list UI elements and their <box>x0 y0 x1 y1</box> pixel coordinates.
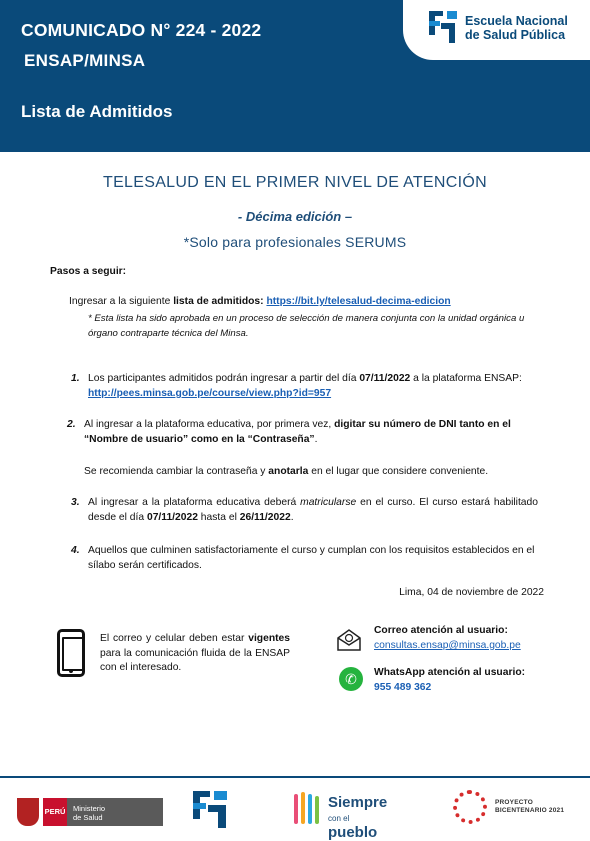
logo-text-line2: de Salud Pública <box>465 28 566 42</box>
siempre-line2a: con el <box>328 814 350 823</box>
step-bold: digitar su número de DNI tanto en el “Nombre de usuario” como en la “Contraseña” <box>84 419 511 445</box>
peru-ministry-box <box>43 798 163 826</box>
document-date: Lima, 04 de noviembre de 2022 <box>399 587 544 598</box>
platform-link[interactable]: http://pees.minsa.gob.pe/course/view.php?id=957 <box>88 388 332 399</box>
step-text: Aquellos que culminen satisfactoriamente el curso y cumplan con los requisitos establecidos en el sílabo serán certificados. <box>88 545 535 571</box>
ministry-line2: de Salud <box>73 813 103 822</box>
step-bold: 26/11/2022 <box>239 512 291 523</box>
mobile-phone-icon <box>57 629 85 677</box>
step-item-3 <box>71 495 538 525</box>
communique-subtitle: ENSAP/MINSA <box>24 51 146 70</box>
peru-label: PERÚ <box>43 798 67 826</box>
bicentenario-text <box>495 799 564 815</box>
ensap-logo <box>403 0 590 60</box>
footer-logos <box>0 778 590 841</box>
email-link[interactable]: consultas.ensap@minsa.gob.pe <box>374 640 521 651</box>
step-item-1 <box>71 371 538 401</box>
contact-text: El correo y celular deben estar <box>100 633 249 644</box>
siempre-text <box>328 796 402 840</box>
contact-notice <box>100 632 290 676</box>
step-number: 4. <box>71 545 80 556</box>
step-text: en el lugar que considere conveniente. <box>308 466 489 477</box>
header-banner <box>0 0 590 152</box>
step-number: 3. <box>71 497 80 508</box>
ensap-logo-text <box>465 14 568 42</box>
bicent-line1: PROYECTO <box>495 799 533 806</box>
step-number: 2. <box>67 419 76 430</box>
contact-text: para la comunicación fluida de la ENSAP con el interesado. <box>100 647 290 673</box>
ensap-footer-logo-icon <box>190 788 230 830</box>
step-text: . <box>314 434 318 445</box>
siempre-line2b: pueblo <box>328 824 378 841</box>
ministry-line1: Ministerio <box>73 804 106 813</box>
step-item-2 <box>67 417 539 447</box>
course-title: TELESALUD EN EL PRIMER NIVEL DE ATENCIÓN <box>103 174 487 191</box>
contact-bold: vigentes <box>248 633 290 644</box>
ensap-logo-icon <box>427 9 459 45</box>
intro-bold: lista de admitidos: <box>173 296 267 307</box>
step-item-4 <box>71 543 538 573</box>
step-italic: matricularse <box>300 497 357 508</box>
approval-note: * Esta lista ha sido aprobada en un proceso de selección de manera conjunta con la unidad orgánica u órgano contraparte técnica del Minsa. <box>88 313 525 339</box>
step-bold: anotarla <box>268 466 309 477</box>
step-text: hasta el <box>197 512 240 523</box>
step-text: Al ingresar a la plataforma educativa deberá <box>88 497 301 508</box>
bicentenario-logo <box>453 790 583 826</box>
admitted-list-title: Lista de Admitidos <box>21 102 173 121</box>
ministry-label <box>67 798 105 826</box>
minsa-logo <box>17 798 163 826</box>
bicentenario-seal-icon <box>453 790 487 824</box>
intro-line <box>69 294 539 309</box>
edition-label: - Décima edición – <box>237 209 353 224</box>
email-label: Correo atención al usuario: <box>374 625 508 636</box>
whatsapp-number: 955 489 362 <box>374 682 432 693</box>
communique-title: COMUNICADO N° 224 - 2022 <box>21 20 262 40</box>
step-bold: 07/11/2022 <box>146 512 198 523</box>
steps-heading: Pasos a seguir: <box>50 266 127 277</box>
whatsapp-icon: ✆ <box>339 667 363 691</box>
intro-prefix: Ingresar a la siguiente <box>69 296 174 307</box>
step-text: Al ingresar a la plataforma educativa, por primera vez, <box>84 419 335 430</box>
admitted-list-link[interactable]: https://bit.ly/telesalud-decima-edicion <box>266 296 451 307</box>
whatsapp-label: WhatsApp atención al usuario: <box>374 667 526 678</box>
siempre-line1: Siempre <box>328 794 388 811</box>
step-bold: 07/11/2022 <box>359 373 411 384</box>
audience-note: *Solo para profesionales SERUMS <box>183 234 407 250</box>
peru-shield-icon <box>17 798 39 826</box>
step-text: Los participantes admitidos podrán ingresar a partir del día <box>88 373 360 384</box>
email-icon <box>336 628 362 652</box>
siempre-hands-icon <box>292 790 324 828</box>
step-number: 1. <box>71 373 80 384</box>
password-recommendation <box>84 464 539 479</box>
step-text: en el curso. El curso estará habilitado desde el día <box>88 497 538 523</box>
bicent-line2: BICENTENARIO 2021 <box>495 807 565 814</box>
step-text: a la plataforma ENSAP: <box>410 373 522 384</box>
siempre-con-el-pueblo-logo <box>292 790 402 841</box>
logo-text-line1: Escuela Nacional <box>465 14 568 28</box>
step-text: . <box>290 512 294 523</box>
step-text: Se recomienda cambiar la contraseña y <box>84 466 269 477</box>
